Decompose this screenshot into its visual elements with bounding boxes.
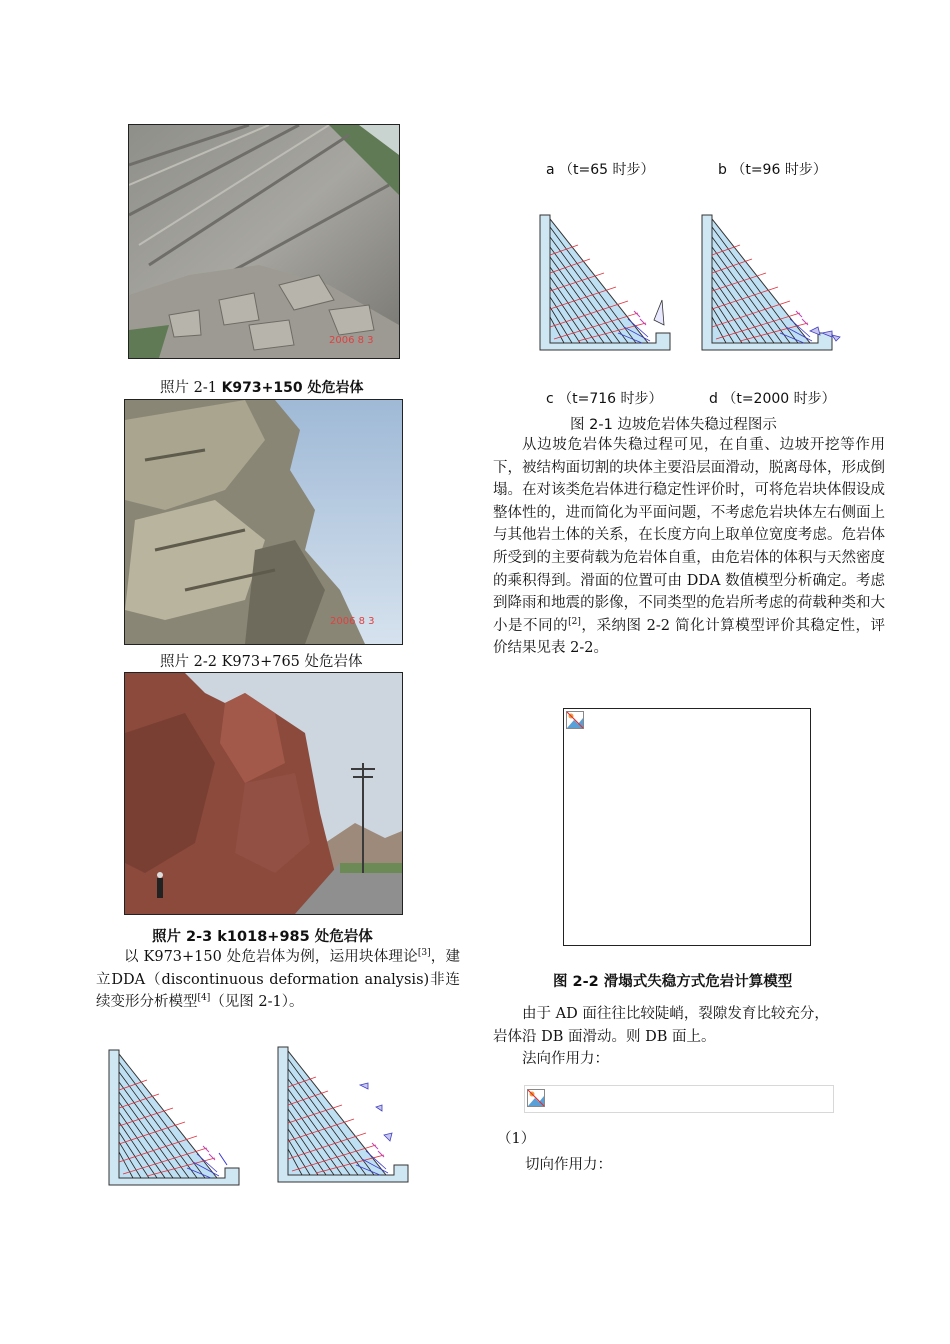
- text-segment: 以 K973+150 处危岩体为例，运用块体理论: [124, 949, 418, 965]
- photo-k1018-985: [124, 672, 403, 915]
- normal-force-label: 法向作用力：: [522, 1051, 609, 1068]
- fig-label-a: a （t=65 时步）: [546, 162, 655, 178]
- citation-ref: [3]: [417, 948, 431, 959]
- right-paragraph: [493, 434, 885, 660]
- photo-2-3-caption: 照片 2-3 k1018+985 处危岩体: [152, 929, 373, 945]
- text-segment: 从边坡危岩体失稳过程可见，在自重、边坡开挖等作用下，被结构面切割的块体主要沿层面滑动，脱离母体，形成倒塌。在对该类危岩体进行稳定性评价时，可将危岩块体假设成整体性的，进而简化为平面问题，不考虑危岩块体左右侧面上与其他岩土体的关系，在长度方向上取单位宽度考虑。危岩体所受到的主要荷载为危岩体自重，由危岩体的体积与天然密度的乘积得到。滑面的位置可由 DDA 数值模型分析确定。考虑到降雨和地震的影像，不同类型的危岩所考虑的荷载种类和大小是不同的: [493, 437, 885, 634]
- left-paragraph: [96, 946, 460, 1014]
- fig-2-1-caption: 图 2-1 边坡危岩体失稳过程图示: [570, 417, 777, 433]
- fig-label-b: b （t=96 时步）: [718, 162, 827, 178]
- fig-2-2-image-box: [563, 708, 811, 946]
- fig-label-c: c （t=716 时步）: [546, 391, 663, 407]
- photo-date-stamp: 2006 8 3: [330, 616, 375, 627]
- dda-figure-a: [538, 185, 674, 355]
- photo-2-2-caption: 照片 2-2 K973+765 处危岩体: [160, 654, 363, 670]
- text-line: 由于 AD 面往往比较陡峭，裂隙发育比较充分，: [522, 1006, 829, 1022]
- citation-ref: [4]: [197, 993, 211, 1004]
- citation-ref: [2]: [568, 616, 581, 627]
- photo-k973-150: [128, 124, 400, 359]
- broken-image-icon: [527, 1089, 545, 1107]
- ad-paragraph: [493, 1003, 893, 1071]
- photo-k973-765: [124, 399, 403, 645]
- dda-figure-c: [107, 1025, 243, 1189]
- fig-label-d: d （t=2000 时步）: [709, 391, 836, 407]
- dda-figure-b: [700, 185, 845, 355]
- equation-1-image-box: [524, 1085, 834, 1113]
- text-line: 岩体沿 DB 面滑动。则 DB 面上。: [493, 1028, 716, 1045]
- tangential-force-label: 切向作用力：: [525, 1157, 612, 1173]
- dda-figure-d: [276, 1025, 412, 1189]
- photo-2-1-caption: [160, 376, 363, 397]
- broken-image-icon: [566, 711, 584, 729]
- caption-prefix: 照片 2-1: [160, 380, 217, 396]
- text-segment: ，采纳图 2-2 简化计算模型评价其稳定性，评价结果见表 2-2。: [493, 617, 885, 657]
- photo-date-stamp: 2006 8 3: [329, 335, 374, 346]
- text-segment: （见图 2-1）。: [210, 994, 304, 1011]
- equation-number: （1）: [497, 1131, 536, 1147]
- text-segment: ，建立DDA（discontinuous deformation analysis)非连续变形分析模型: [96, 949, 461, 1011]
- fig-2-2-caption: 图 2-2 滑塌式失稳方式危岩计算模型: [553, 974, 793, 990]
- caption-rest: K973+150 处危岩体: [221, 380, 364, 396]
